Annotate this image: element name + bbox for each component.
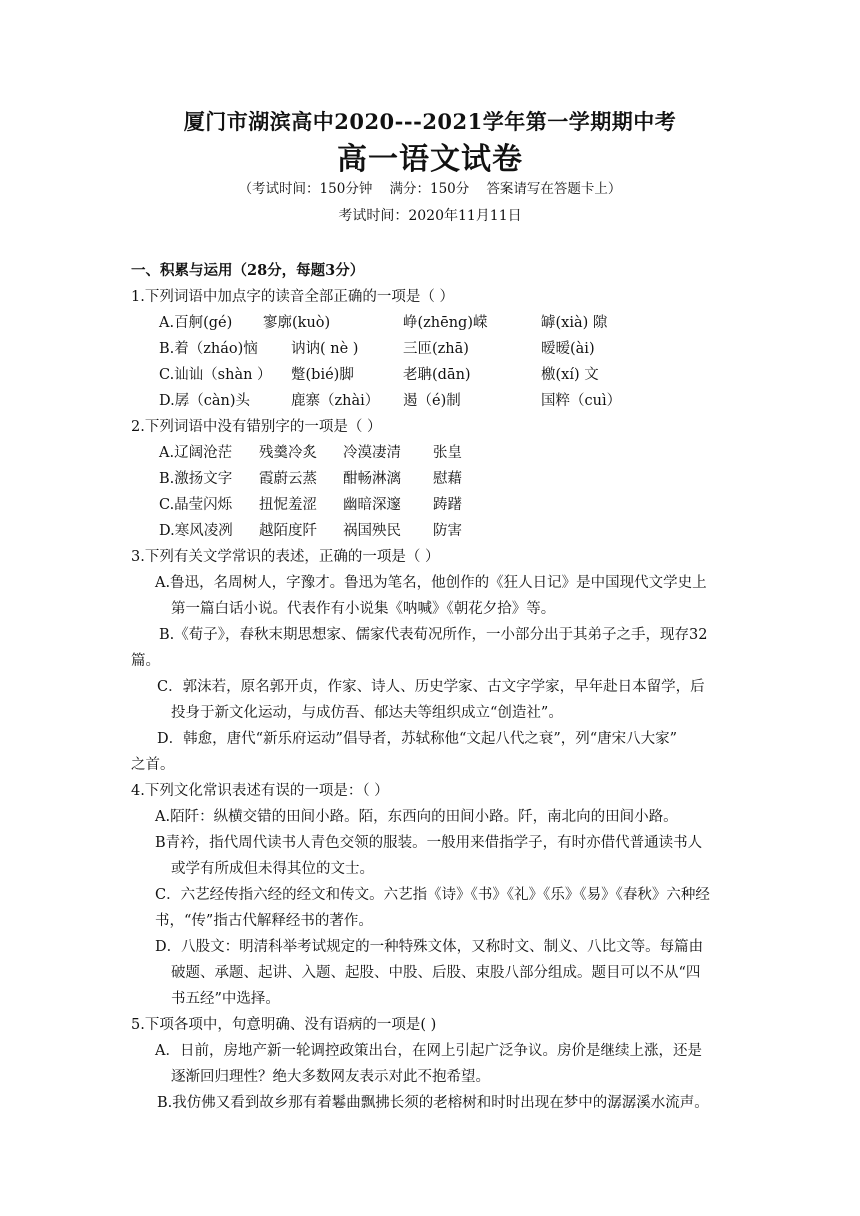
question-4-option-c: C．六艺经传指六经的经文和传文。六艺指《诗》《书》《礼》《乐》《易》《春秋》六种经	[155, 887, 710, 903]
question-1-stem: 1.下列词语中加点字的读音全部正确的一项是（ ）	[131, 289, 454, 305]
option-cell: C.晶莹闪烁	[159, 497, 233, 513]
question-3-option-a: A.鲁迅，名周树人，字豫才。鲁迅为笔名，他创作的《狂人日记》是中国现代文学史上	[155, 575, 707, 591]
question-3-option-d-cont: 之首。	[131, 757, 175, 773]
option-cell: 防害	[433, 523, 462, 539]
option-cell: C.讪讪（shàn ）	[159, 367, 272, 383]
question-1-option-c	[131, 362, 731, 388]
option-cell: 酣畅淋漓	[343, 471, 401, 487]
question-2-option-d	[131, 518, 731, 544]
question-3-option-c: C．郭沫若，原名郭开贞，作家、诗人、历史学家、古文字学家，早年赴日本留学，后	[157, 679, 705, 695]
question-4-option-d: D．八股文：明清科举考试规定的一种特殊文体，又称时文、制义、八比文等。每篇由	[155, 939, 704, 955]
question-3-option-b: B.《荀子》，春秋末期思想家、儒家代表荀况所作，一小部分出于其弟子之手，现存32	[159, 627, 708, 643]
option-cell: 祸国殃民	[343, 523, 401, 539]
question-1-option-d	[131, 388, 731, 414]
question-3-option-b-cont: 篇。	[131, 653, 160, 669]
option-cell: 踌躇	[433, 497, 462, 513]
question-4-option-d-cont2: 书五经”中选择。	[171, 991, 280, 1007]
exam-info: （考试时间：150分钟 满分：150分 答案请写在答题卡上）	[238, 181, 622, 197]
option-cell: 霞蔚云蒸	[259, 471, 317, 487]
question-4-option-b: B青衿，指代周代读书人青色交领的服装。一般用来借指学子，有时亦借代普通读书人	[155, 835, 703, 851]
option-cell: D.寒风凌冽	[159, 523, 233, 539]
option-cell: B.激扬文字	[159, 471, 233, 487]
question-5-option-b: B.我仿佛又看到故乡那有着鬈曲飘拂长须的老榕树和时时出现在梦中的潺潺溪水流声。	[157, 1095, 709, 1111]
option-cell: 冷漠凄清	[343, 445, 401, 461]
option-cell: 国粹（cuì）	[541, 393, 622, 409]
question-4-stem: 4.下列文化常识表述有误的一项是：（ ）	[131, 783, 389, 799]
question-3-stem: 3.下列有关文学常识的表述，正确的一项是（ ）	[131, 549, 440, 565]
option-cell: 张皇	[433, 445, 462, 461]
option-cell: 遏（é)制	[403, 393, 461, 409]
school-title: 厦门市湖滨高中2020---2021学年第一学期期中考	[183, 109, 677, 134]
exam-date: 考试时间：2020年11月11日	[338, 208, 522, 224]
option-cell: 幽暗深邃	[343, 497, 401, 513]
option-cell: D.孱（càn)头	[159, 393, 250, 409]
section-heading: 一、积累与运用（28分，每题3分）	[131, 262, 365, 279]
option-cell: 老聃(dān)	[403, 367, 471, 383]
question-5-stem: 5.下项各项中，句意明确、没有语病的一项是( )	[131, 1017, 437, 1033]
question-5-option-a-cont: 逐渐回归理性？绝大多数网友表示对此不抱希望。	[171, 1069, 490, 1085]
option-cell: 暧暧(ài)	[541, 341, 595, 357]
question-2-option-a	[131, 440, 731, 466]
option-cell: 慰藉	[433, 471, 462, 487]
question-5-option-a: A．日前，房地产新一轮调控政策出台，在网上引起广泛争议。房价是继续上涨，还是	[155, 1043, 702, 1059]
question-list	[131, 258, 731, 1116]
option-cell: 蹩(bié)脚	[291, 367, 354, 383]
question-2-stem: 2.下列词语中没有错别字的一项是（ ）	[131, 419, 382, 435]
option-cell: B.着（zháo)恼	[159, 341, 258, 357]
question-1-option-b	[131, 336, 731, 362]
option-cell: 三匝(zhā)	[403, 341, 469, 357]
exam-title: 高一语文试卷	[337, 142, 523, 177]
option-cell: A.辽阔沧茫	[159, 445, 233, 461]
option-cell: 檄(xí) 文	[541, 367, 599, 383]
question-3-option-a-cont: 第一篇白话小说。代表作有小说集《呐喊》《朝花夕拾》等。	[171, 601, 556, 617]
option-cell: A.百舸(gé)	[159, 315, 233, 331]
option-cell: 鹿寨（zhài）	[291, 393, 380, 409]
question-2-option-b	[131, 466, 731, 492]
option-cell: 越陌度阡	[259, 523, 317, 539]
option-cell: 寥廓(kuò)	[263, 315, 331, 331]
question-2-option-c	[131, 492, 731, 518]
option-cell: 罅(xià) 隙	[541, 315, 608, 331]
question-1-option-a	[131, 310, 731, 336]
option-cell: 讷讷( nè )	[291, 341, 359, 357]
question-3-option-d: D．韩愈，唐代“新乐府运动”倡导者，苏轼称他“文起八代之衰”，列“唐宋八大家”	[157, 731, 678, 747]
question-4-option-d-cont: 破题、承题、起讲、入题、起股、中股、后股、束股八部分组成。题目可以不从“四	[171, 965, 701, 981]
question-3-option-c-cont: 投身于新文化运动，与成仿吾、郁达夫等组织成立“创造社”。	[171, 705, 563, 721]
option-cell: 残羹冷炙	[259, 445, 317, 461]
question-4-option-b-cont: 或学有所成但未得其位的文士。	[171, 861, 374, 877]
question-4-option-c-cont: 书，“传”指古代解释经书的著作。	[155, 913, 373, 929]
question-4-option-a: A.陌阡：纵横交错的田间小路。陌，东西向的田间小路。阡，南北向的田间小路。	[155, 809, 678, 825]
option-cell: 扭怩羞涩	[259, 497, 317, 513]
option-cell: 峥(zhēng)嵘	[403, 315, 488, 331]
